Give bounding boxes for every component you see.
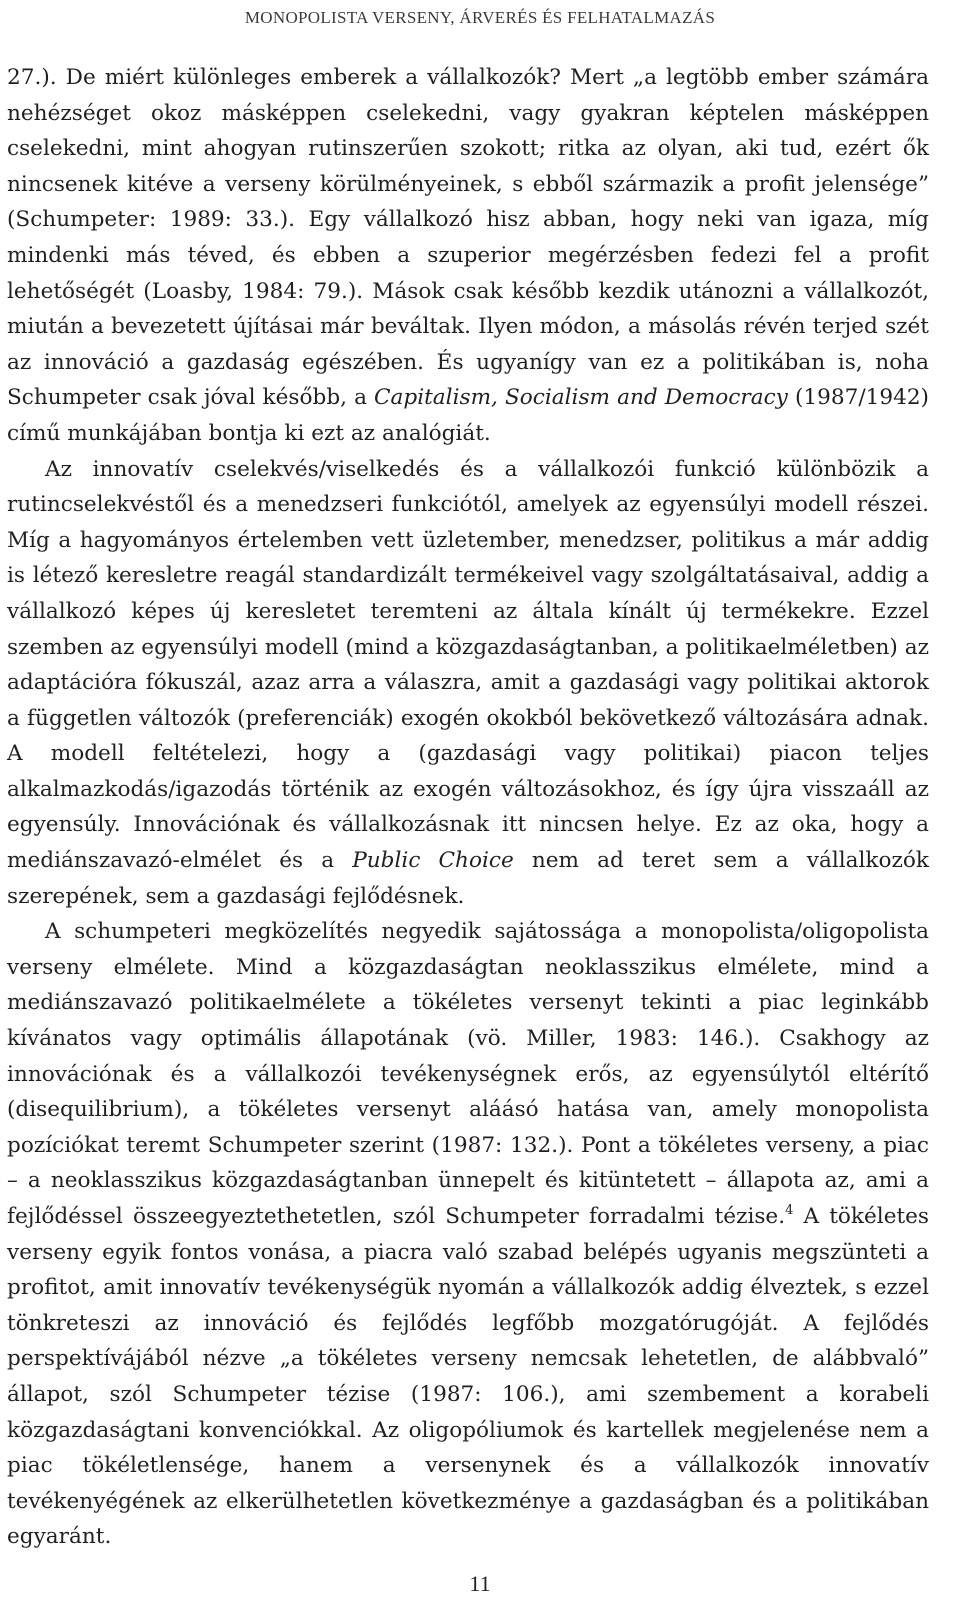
paragraph-2-theory-name: Public Choice <box>352 848 514 874</box>
paragraph-2-text-b: nem ad teret sem a vállalkozók szerepének, sem a gazdasági fejlődésnek. <box>7 848 929 909</box>
paragraph-1-book-title: Capitalism, Socialism and Democracy <box>374 385 788 411</box>
paragraph-3-text-b: A tökéletes verseny egyik fontos vonása, a piacra való szabad belépés ugyanis megszünteti a profitot, amit innovatív tevékenységük nyomán a vállalkozók addig élveztek, s ezzel tönkreteszi az innováció és fejlődés legfőbb mozgatórugóját. A fejlődés perspektívájából nézve „a tökéletes verseny nemcsak lehetetlen, de alábbvaló” állapot, szól Schumpeter tézise (1987: 106.), ami szembement a korabeli közgazdaságtani konvenciókkal. Az oligopóliumok és kartellek megjelenése nem a piac tökéletlensége, hanem a versenynek és a vállalkozók innovatív tevékenyégének az elkerülhetetlen következménye a gazdaságban és a politikában egyaránt. <box>7 1204 930 1550</box>
running-header: MONOPOLISTA VERSENY, ÁRVERÉS ÉS FELHATALMAZÁS <box>244 8 716 27</box>
paragraph-3-text-a: A schumpeteri megközelítés negyedik sajátossága a monopolista/oligopolista verseny elmélete. Mind a közgazdaságtan neoklasszikus elmélete, mind a mediánszavazó politikaelmélete a tökéletes versenyt tekinti a piac leginkább kívánatos vagy optimális állapotának (vö. Miller, 1983: 146.). Csakhogy az innovációnak és a vállalkozói tevékenységnek erős, az egyensúlytól eltérítő (disequilibrium), a tökéletes versenyt aláásó hatása van, amely monopolista pozíciókat teremt Schumpeter szerint (1987: 132.). Pont a tökéletes verseny, a piac – a neoklasszikus közgazdaságtanban ünnepelt és kitüntetett – állapota az, ami a fejlődéssel összeegyeztethetetlen, szól Schumpeter forradalmi tézise. <box>7 919 929 1229</box>
paragraph-1-text-a: 27.). De miért különleges emberek a vállalkozók? Mert „a legtöbb ember számára nehézséget okoz másképpen cselekedni, vagy gyakran képtelen másképpen cselekedni, mint ahogyan rutinszerűen szokott; ritka az olyan, aki tud, ezért ők nincsenek kitéve a verseny körülményeinek, s ebből származik a profit jelensége” (Schumpeter: 1989: 33.). Egy vállalkozó hisz abban, hogy neki van igaza, míg mindenki más téved, és ebben a szuperior megérzésben fedezi fel a profit lehetőségét (Loasby, 1984: 79.). Mások csak később kezdik utánozni a vállalkozót, miután a bevezetett újításai már beváltak. Ilyen módon, a másolás révén terjed szét az innováció a gazdaság egészében. És ugyanígy van ez a politikában is, noha Schumpeter csak jóval később, a <box>7 65 929 411</box>
main-text <box>7 60 929 1555</box>
paragraph-1 <box>7 60 929 452</box>
footnote-reference[interactable]: 4 <box>785 1203 794 1218</box>
paragraph-2-text-a: Az innovatív cselekvés/viselkedés és a vállalkozói funkció különbözik a rutincselekvéstől és a menedzseri funkciótól, amelyek az egyensúlyi modell részei. Míg a hagyományos értelemben vett üzletember, menedzser, politikus a már addig is létező keresletre reagál standardizált termékeivel vagy szolgáltatásaival, addig a vállalkozó képes új keresletet teremteni az általa kínált új termékekre. Ezzel szemben az egyensúlyi modell (mind a közgazdaságtanban, a politikaelméletben) az adaptációra fókuszál, azaz arra a válaszra, amit a gazdasági vagy politikai aktorok a független változók (preferenciák) exogén okokból bekövetkező változására adnak. A modell feltételezi, hogy a (gazdasági vagy politikai) piacon teljes alkalmazkodás/igazodás történik az exogén változásokhoz, és így újra visszaáll az egyensúly. Innovációnak és vállalkozásnak itt nincsen helye. Ez az oka, hogy a mediánszavazó-elmélet és a <box>7 456 929 874</box>
paragraph-2 <box>7 452 929 915</box>
page-number: 11 <box>469 1571 491 1596</box>
paragraph-3 <box>7 914 929 1555</box>
paragraph-1-text-b: (1987/1942) című munkájában bontja ki ezt az analógiát. <box>7 385 929 446</box>
